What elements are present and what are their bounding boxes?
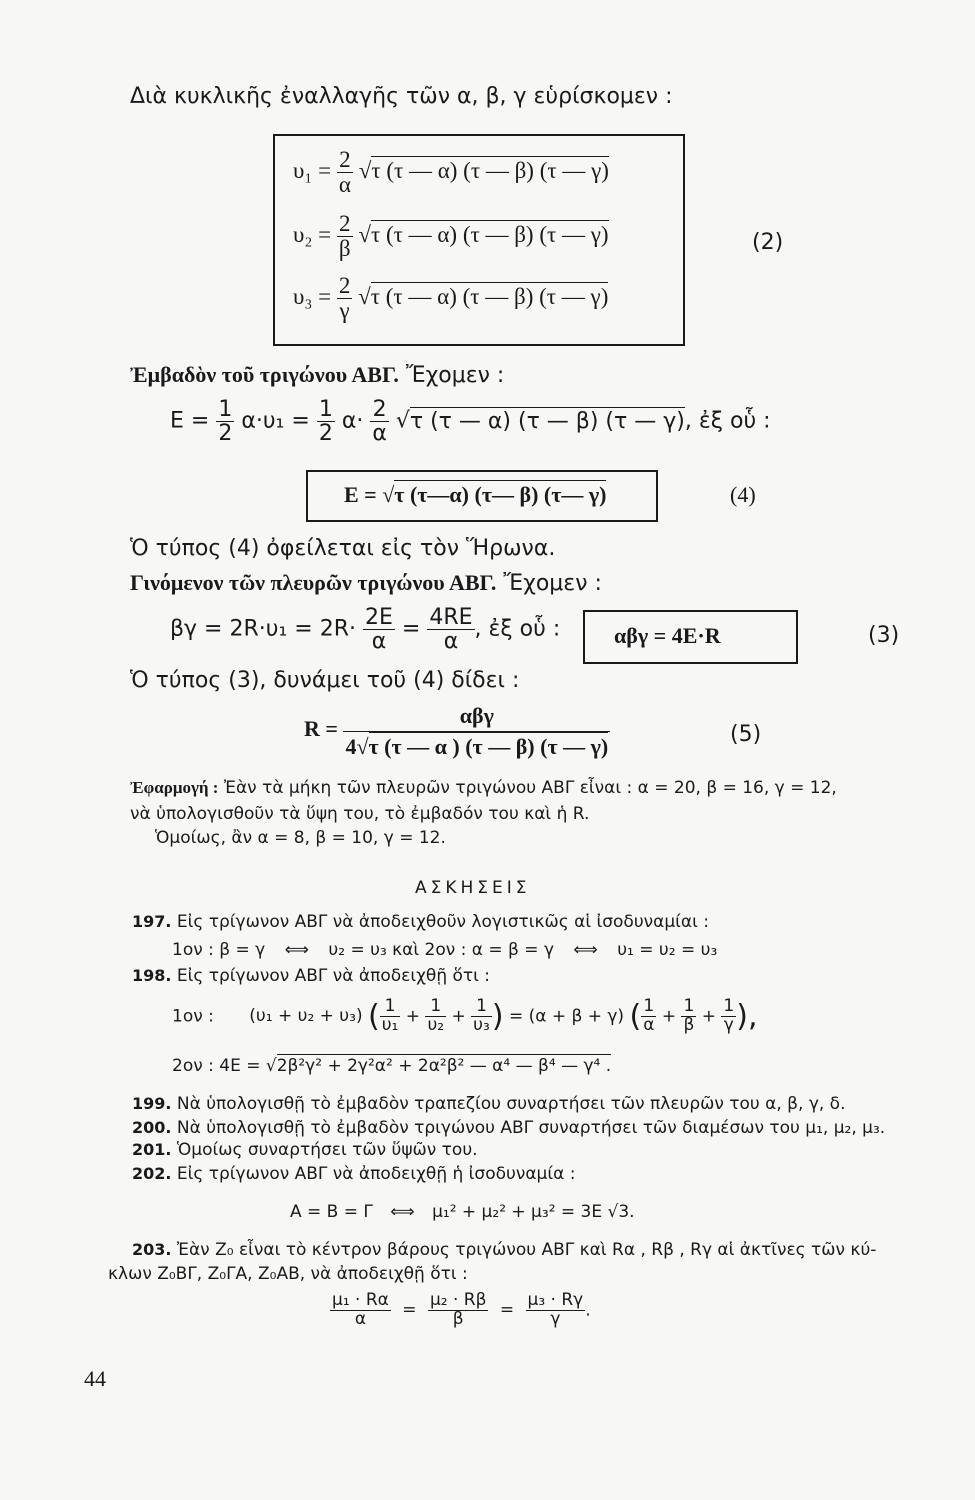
frac-den: α xyxy=(338,172,351,198)
frac-num: 2 xyxy=(338,273,351,298)
ex-ou: , ἐξ οὗ : xyxy=(684,408,771,434)
frac-den: υ₂ xyxy=(427,1014,445,1035)
exercise-199 xyxy=(132,1094,846,1114)
radicand: τ (τ — α) (τ — β) (τ — γ) xyxy=(370,221,609,247)
echomen-text: Ἔχομεν : xyxy=(503,571,602,596)
exercise-198-part2: 2ον : 4E = √2β²γ² + 2γ²α² + 2α²β² — α⁴ — β⁴ — γ⁴ . xyxy=(172,1056,612,1076)
exercise-number: 197. xyxy=(132,912,172,931)
exercise-text: Εἰς τρίγωνον ΑΒΓ νὰ ἀποδειχθοῦν λογιστικῶς αἱ ἰσοδυναμίαι : xyxy=(176,912,710,932)
exercise-202-equivalence xyxy=(290,1202,635,1222)
eq-lhs: υ₂ = xyxy=(293,221,332,247)
frac-num: μ₁ · Rα xyxy=(332,1290,389,1310)
iff-arrow-icon: ⟺ xyxy=(390,1202,415,1222)
exercise-text: Νὰ ὑπολογισθῇ τὸ ἐμβαδὸν τριγώνου ΑΒΓ συναρτήσει τῶν διαμέσων του μ₁, μ₂, μ₃. xyxy=(176,1118,886,1138)
equation-label-5: (5) xyxy=(730,722,762,747)
section-heading: Ἐμβαδὸν τοῦ τριγώνου ΑΒΓ. xyxy=(130,362,399,387)
exercise-number: 198. xyxy=(132,966,172,985)
frac-num: 2 xyxy=(337,148,353,173)
exercise-number: 201. xyxy=(132,1140,172,1159)
eq-lhs: υ₃ = xyxy=(293,283,332,309)
application-line-2: νὰ ὑπολογισθοῦν τὰ ὕψη του, τὸ ἐμβαδόν του καὶ ἡ R. xyxy=(130,804,590,824)
frac-num: 1 xyxy=(380,998,401,1017)
equation-label-3: (3) xyxy=(868,623,900,648)
frac-num: 1 xyxy=(723,996,735,1016)
frac-den: β xyxy=(338,236,351,262)
heron-note: Ὁ τύπος (4) ὀφείλεται εἰς τὸν Ἥρωνα. xyxy=(130,536,556,561)
statement: μ₁² + μ₂² + μ₃² = 3E √3. xyxy=(432,1202,635,1222)
radicand: τ (τ — α) (τ — β) (τ — γ) xyxy=(370,283,609,309)
frac-num: 1 xyxy=(425,998,446,1017)
intro-text: Διὰ κυκλικῆς ἐναλλαγῆς τῶν α, β, γ εὑρίσκομεν : xyxy=(130,84,673,109)
area-heading-line xyxy=(130,362,504,388)
frac-num: 1 xyxy=(641,998,656,1017)
frac-num: 2 xyxy=(370,398,389,422)
frac-num: 1 xyxy=(218,397,233,422)
eq-lhs: υ₁ = xyxy=(293,157,332,183)
exercises-title: ΑΣΚΗΣΕΙΣ xyxy=(415,878,531,898)
eq-lhs: E = xyxy=(170,408,210,434)
frac-den: υ₃ xyxy=(473,1014,490,1035)
exercise-203-line-2: κλων Z₀ΒΓ, Z₀ΓΑ, Z₀ΑΒ, νὰ ἀποδειχθῇ ὅτι : xyxy=(108,1264,468,1284)
application-line-1 xyxy=(130,778,837,798)
iff-arrow-icon: ⟺ xyxy=(284,940,309,960)
ex-ou: , ἐξ οὗ : xyxy=(474,616,561,642)
product-equation xyxy=(170,606,560,653)
radicand: 2β²γ² + 2γ²α² + 2α²β² — α⁴ — β⁴ — γ⁴ . xyxy=(276,1056,612,1076)
part-label: 2ον : 4E = xyxy=(172,1056,261,1076)
frac-den: α xyxy=(372,421,387,447)
expression: = (α + β + γ) xyxy=(508,1006,625,1027)
exercise-number: 202. xyxy=(132,1164,172,1183)
equals-sign: = xyxy=(402,1300,417,1321)
frac-den: β xyxy=(683,1014,695,1035)
exercise-text: Εἰς τρίγωνον ΑΒΓ νὰ ἀποδειχθῇ ὅτι : xyxy=(176,966,491,986)
frac-den: 2 xyxy=(318,421,333,447)
frac-den: β xyxy=(452,1308,464,1329)
statement: υ₂ = υ₃ καὶ 2ον : α = β = γ xyxy=(328,940,555,960)
frac-num: 2E xyxy=(365,605,393,630)
exercise-197-equivalence xyxy=(172,940,717,960)
exercise-text: Ὁμοίως συναρτήσει τῶν ὕψῶν του. xyxy=(176,1140,478,1160)
circumradius-formula: R = $\frac{\text{αβγ}}{4√\tau (\tau — \alpha ) (\tau — \beta) (\tau — \gamma)}$ xyxy=(304,703,609,760)
eq-mid: α·υ₁ = xyxy=(241,408,310,434)
section-heading: Γινόμενον τῶν πλευρῶν τριγώνου ΑΒΓ. xyxy=(130,570,497,595)
area-equation: E = $\frac{1}{2}$ α·υ₁ = $\frac{1}{2}$ α· $\frac{2}{\alpha}$ √τ (τ — α) (τ — β) (τ — γ), ἐξ οὗ : xyxy=(170,397,771,447)
frac-num: μ₂ · Rβ xyxy=(429,1290,487,1310)
statement: υ₁ = υ₂ = υ₃ xyxy=(617,940,718,960)
frac-den: γ xyxy=(723,1014,734,1035)
product-note: Ὁ τύπος (3), δυνάμει τοῦ (4) δίδει : xyxy=(130,668,520,693)
exercise-201 xyxy=(132,1140,478,1160)
radicand: τ (τ — α ) (τ — β) (τ — γ) xyxy=(368,734,609,760)
eq-lhs: R = xyxy=(304,716,338,742)
radicand: τ (τ — α) (τ — β) (τ — γ) xyxy=(371,157,609,183)
frac-num: μ₃ · Rγ xyxy=(527,1290,584,1310)
product-heading-line xyxy=(130,570,602,596)
eq-lhs: E = xyxy=(344,482,383,507)
den-coef: 4 xyxy=(345,734,357,760)
exercise-text: Νὰ ὑπολογισθῇ τὸ ἐμβαδὸν τραπεζίου συναρτήσει τῶν πλευρῶν του α, β, γ, δ. xyxy=(176,1094,846,1114)
frac-den: 2 xyxy=(218,421,233,447)
exercise-number: 200. xyxy=(132,1118,172,1137)
application-text: Ἐὰν τὰ μήκη τῶν πλευρῶν τριγώνου ΑΒΓ εἶναι : α = 20, β = 16, γ = 12, xyxy=(223,778,837,798)
exercise-203-equation xyxy=(330,1292,591,1329)
frac-num: αβγ xyxy=(343,704,610,732)
echomen-text: Ἔχομεν : xyxy=(405,363,505,388)
equation-label-2: (2) xyxy=(752,230,784,255)
frac-den: α xyxy=(443,629,459,655)
altitude-eq-1: υ₁ = $\frac{2}{\alpha}$ √τ (τ — α) (τ — β) (τ — γ) xyxy=(293,147,609,198)
eq-lhs: βγ = 2R·υ₁ = 2R· xyxy=(170,616,357,642)
exercise-text: Ἐὰν Z₀ εἶναι τὸ κέντρον βάρους τριγώνου ΑΒΓ καὶ Rα , Rβ , Rγ αἱ ἀκτῖνες τῶν κύ- xyxy=(176,1240,877,1260)
altitude-eq-3: υ₃ = $\frac{2}{\gamma}$ √τ (τ — α) (τ — β) (τ — γ) xyxy=(293,273,609,324)
exercise-number: 203. xyxy=(132,1240,172,1259)
exercise-203-line-1 xyxy=(132,1240,876,1260)
statement: A = B = Γ xyxy=(290,1202,373,1222)
equation-label-4: (4) xyxy=(730,482,756,507)
exercise-number: 199. xyxy=(132,1094,172,1113)
frac-den: α xyxy=(354,1308,367,1329)
exercise-197 xyxy=(132,912,709,932)
frac-num: 1 xyxy=(681,998,696,1017)
exercise-202 xyxy=(132,1164,575,1184)
frac-num: 1 xyxy=(318,397,333,422)
page-number: 44 xyxy=(84,1366,106,1391)
frac-den: γ xyxy=(339,298,350,324)
radicand: τ (τ—α) (τ— β) (τ— γ) xyxy=(394,482,607,507)
part-label: 1ον : xyxy=(172,1006,214,1027)
frac-den: γ xyxy=(550,1308,561,1329)
exercise-198-part1: 1ον : (υ₁ + υ₂ + υ₃) ( $\frac{1}{\text{υ₁}}$ + $\frac{1}{\text{υ₂}}$ + $\frac{1}{\text{υ₃}}$ ) = (α + β + γ) ( $\frac{1}{\alpha}$ + $\frac{1}{\beta}$ + $\frac{1}{\gamma}$ ), xyxy=(172,996,758,1035)
altitude-eq-2: υ₂ = $\frac{2}{\beta}$ √τ (τ — α) (τ — β) (τ — γ) xyxy=(293,211,609,262)
period: . xyxy=(585,1300,591,1321)
statement: 1ον : β = γ xyxy=(172,940,266,960)
radicand: τ (τ — α) (τ — β) (τ — γ) xyxy=(409,408,685,434)
frac-den: α xyxy=(371,629,387,655)
eq-mid: α· xyxy=(341,408,364,434)
frac-num: 1 xyxy=(471,998,492,1017)
iff-arrow-icon: ⟺ xyxy=(573,940,598,960)
exercise-200 xyxy=(132,1118,885,1138)
heron-formula: E = √τ (τ—α) (τ— β) (τ— γ) xyxy=(344,482,607,507)
frac-num: 4RE xyxy=(429,605,473,630)
product-formula: αβγ = 4E·R xyxy=(614,623,721,648)
application-label: Ἐφαρμογή : xyxy=(130,778,219,797)
eq-mid: = xyxy=(401,616,421,642)
frac-den: υ₁ xyxy=(381,1014,399,1035)
exercise-text: Εἰς τρίγωνον ΑΒΓ νὰ ἀποδειχθῇ ἡ ἰσοδυναμία : xyxy=(176,1164,576,1184)
expression: (υ₁ + υ₂ + υ₃) xyxy=(249,1006,363,1027)
application-line-3: Ὁμοίως, ἂν α = 8, β = 10, γ = 12. xyxy=(155,828,446,848)
exercise-198 xyxy=(132,966,490,986)
frac-den: α xyxy=(643,1014,655,1035)
equals-sign: = xyxy=(499,1300,515,1321)
frac-num: 2 xyxy=(337,212,353,237)
